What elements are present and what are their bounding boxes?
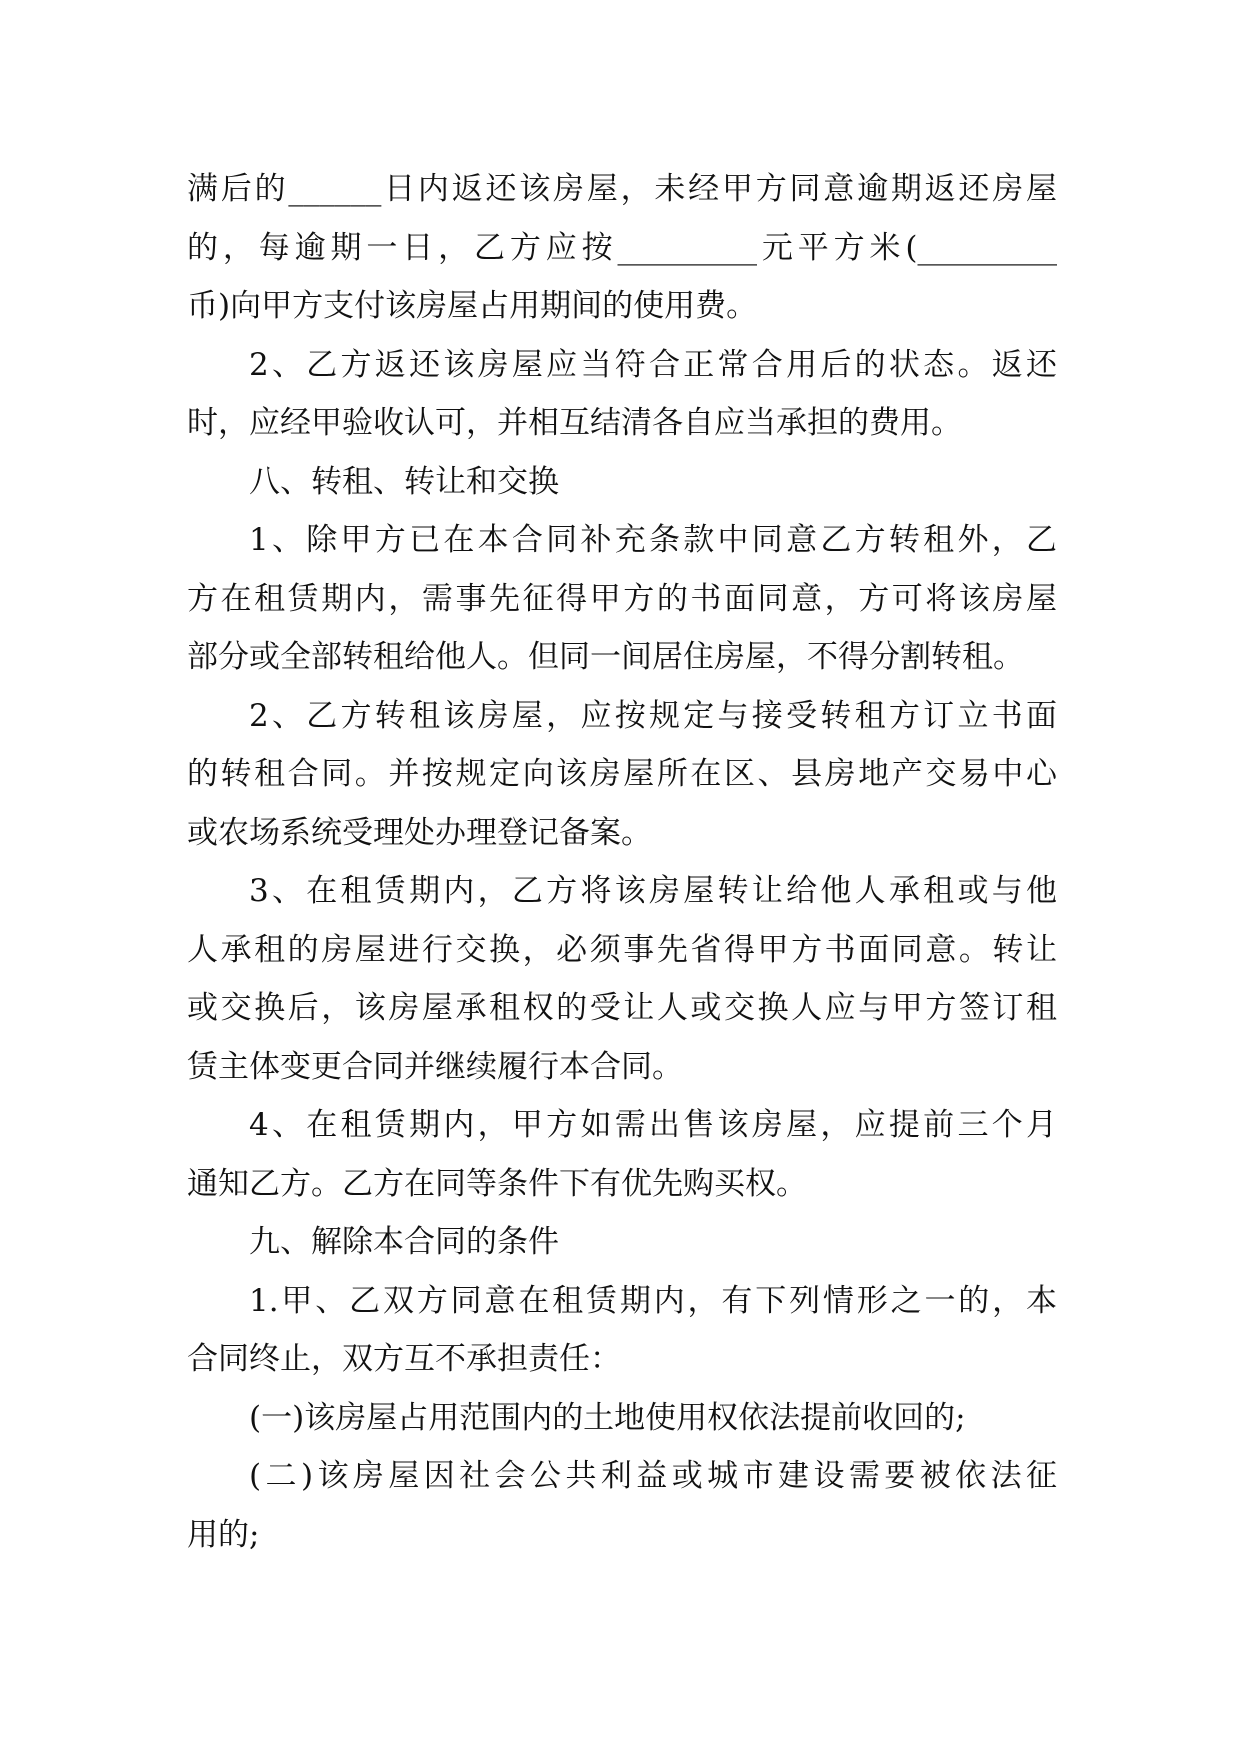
text-line: 方在租赁期内，需事先征得甲方的书面同意，方可将该房屋	[187, 580, 1057, 617]
text-line: 的，每逾期一日，乙方应按_________元平方米(_________	[187, 229, 1057, 266]
text-line: 币)向甲方支付该房屋占用期间的使用费。	[187, 288, 758, 324]
list-item: (二)该房屋因社会公共利益或城市建设需要被依法征	[249, 1458, 1057, 1494]
paragraph-first-line: 1.甲、乙双方同意在租赁期内，有下列情形之一的，本	[249, 1282, 1057, 1319]
paragraph-first-line: 1、除甲方已在本合同补充条款中同意乙方转租外，乙	[249, 522, 1057, 558]
paragraph-first-line: 3、在租赁期内，乙方将该房屋转让给他人承租或与他	[249, 873, 1057, 909]
text-line: 赁主体变更合同并继续履行本合同。	[187, 1048, 683, 1085]
document-body	[187, 160, 1057, 1564]
text-line: 合同终止，双方互不承担责任：	[187, 1341, 621, 1377]
section-heading: 八、转租、转让和交换	[249, 463, 559, 500]
text-line: 或农场系统受理处办理登记备案。	[187, 814, 652, 851]
paragraph-first-line: 2、乙方返还该房屋应当符合正常合用后的状态。返还	[249, 346, 1057, 383]
paragraph-first-line: 2、乙方转租该房屋，应按规定与接受转租方订立书面	[249, 697, 1057, 734]
list-item: (一)该房屋占用范围内的土地使用权依法提前收回的;	[249, 1399, 966, 1436]
text-line: 或交换后，该房屋承租权的受让人或交换人应与甲方签订租	[187, 990, 1057, 1026]
text-line: 通知乙方。乙方在同等条件下有优先购买权。	[187, 1165, 807, 1202]
section-heading: 九、解除本合同的条件	[249, 1224, 559, 1260]
text-line: 人承租的房屋进行交换，必须事先省得甲方书面同意。转让	[187, 931, 1057, 968]
text-line: 的转租合同。并按规定向该房屋所在区、县房地产交易中心	[187, 756, 1057, 792]
paragraph-first-line: 4、在租赁期内，甲方如需出售该房屋，应提前三个月	[249, 1107, 1057, 1143]
text-line: 部分或全部转租给他人。但同一间居住房屋，不得分割转租。	[187, 639, 1024, 675]
text-line: 时，应经甲验收认可，并相互结清各自应当承担的费用。	[187, 405, 962, 441]
text-line: 用的;	[187, 1516, 260, 1553]
text-line: 满后的______日内返还该房屋，未经甲方同意逾期返还房屋	[187, 171, 1057, 207]
